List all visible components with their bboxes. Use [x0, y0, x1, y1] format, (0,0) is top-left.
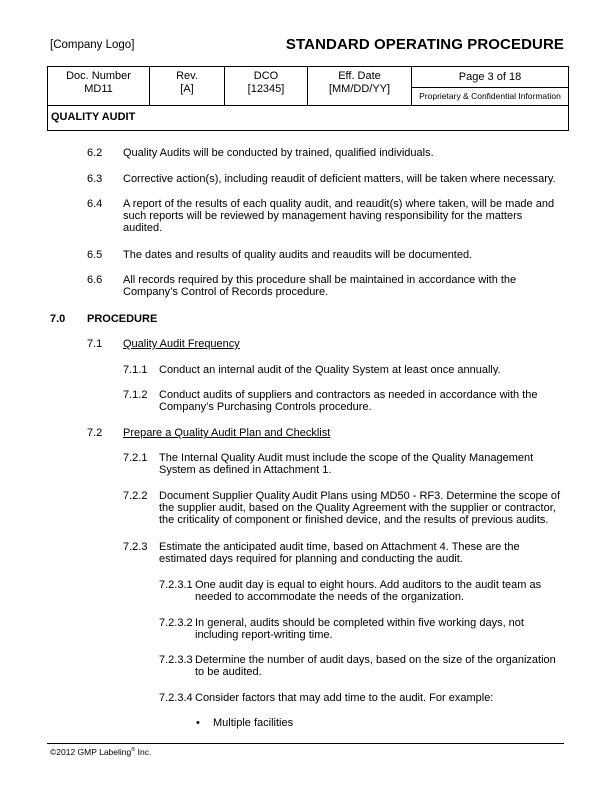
item-text-line: In general, audits should be completed within five working days, not [195, 617, 524, 629]
company-logo: [Company Logo] [50, 39, 135, 51]
item-text-line: needed to accommodate the needs of the organization. [195, 591, 465, 603]
item-text: Corrective action(s), including reaudit of deficient matters, will be taken where necessary. [123, 173, 556, 185]
subsection-heading-text: Prepare a Quality Audit Plan and Checklist [123, 427, 331, 439]
document-header-table [47, 66, 569, 131]
doc-number-cell [48, 67, 150, 106]
effective-date-value: [MM/DD/YY] [328, 83, 391, 95]
document-title: STANDARD OPERATING PROCEDURE [285, 36, 564, 53]
item-number: 6.2 [87, 147, 103, 159]
item-number: 6.3 [87, 173, 103, 185]
doc-number-value: MD11 [84, 83, 113, 95]
footer-copyright [50, 747, 151, 757]
footer-suffix: Inc. [135, 747, 152, 757]
item-text-line: to be audited. [195, 666, 262, 678]
item-number: 7.2.1 [123, 452, 148, 464]
item-text: The dates and results of quality audits and reaudits will be documented. [123, 249, 473, 261]
item-text-line: System as defined in Attachment 1. [159, 464, 332, 476]
page-number: Page 3 of 18 [412, 67, 569, 88]
registered-mark: ® [131, 747, 136, 754]
item-text-line: including report-writing time. [195, 629, 333, 641]
item-text-line: Conduct audits of suppliers and contractors as needed in accordance with the [159, 389, 538, 401]
item-text-line: audited. [123, 222, 163, 234]
item-text-line: the supplier audit, based on the Quality Agreement with the supplier or contractor, [159, 502, 556, 514]
effective-date-label: Eff. Date [338, 70, 381, 82]
item-number: 7.1.1 [123, 364, 148, 376]
item-text-line: Determine the number of audit days, based on the size of the organization [195, 654, 556, 666]
confidential-notice: Proprietary & Confidential Information [412, 88, 569, 106]
section-number: 7.0 [50, 313, 66, 325]
item-text-line: Company’s Purchasing Controls procedure. [159, 401, 372, 413]
item-number: 7.2.3.3 [159, 654, 193, 666]
item-text-line: estimated days required for planning and conducting the audit. [159, 553, 463, 565]
item-number: 6.4 [87, 198, 103, 210]
item-number: 6.5 [87, 249, 103, 261]
bullet-icon: • [196, 717, 200, 729]
item-text-line: Document Supplier Quality Audit Plans using MD50 - RF3. Determine the scope of [159, 490, 561, 502]
dco-value: [12345] [247, 83, 285, 95]
item-text: Consider factors that may add time to the audit. For example: [195, 692, 494, 704]
section-heading-text: PROCEDURE [87, 313, 158, 325]
item-text-line: Estimate the anticipated audit time, based on Attachment 4. These are the [159, 541, 520, 553]
item-text-line: All records required by this procedure shall be maintained in accordance with the [123, 274, 517, 286]
effective-date-cell [308, 67, 412, 106]
doc-number-label: Doc. Number [66, 70, 131, 82]
revision-value: [A] [180, 83, 194, 95]
section-title: QUALITY AUDIT [48, 106, 569, 131]
item-number: 6.6 [87, 274, 103, 286]
item-text-line: The Internal Quality Audit must include the scope of the Quality Management [159, 452, 534, 464]
dco-label: DCO [253, 70, 279, 82]
footer-divider [47, 743, 564, 744]
item-number: 7.2.3 [123, 541, 148, 553]
item-number: 7.2 [87, 427, 103, 439]
revision-label: Rev. [176, 70, 198, 82]
item-text-line: such reports will be reviewed by management having responsibility for the matters [123, 210, 523, 222]
item-number: 7.2.2 [123, 490, 148, 502]
item-text-line: the criticality of component or finished device, and the results of previous audits. [159, 514, 549, 526]
item-text-line: Company’s Control of Records procedure. [123, 286, 329, 298]
item-number: 7.1 [87, 338, 103, 350]
bullet-text: Multiple facilities [213, 717, 294, 729]
item-text-line: A report of the results of each quality audit, and reaudit(s) where taken, will be made and [123, 198, 555, 210]
item-number: 7.2.3.4 [159, 692, 193, 704]
item-number: 7.2.3.2 [159, 617, 193, 629]
item-text: Quality Audits will be conducted by trained, qualified individuals. [123, 147, 434, 159]
item-text-line: One audit day is equal to eight hours. Add auditors to the audit team as [195, 579, 542, 591]
dco-cell [225, 67, 308, 106]
item-number: 7.1.2 [123, 389, 148, 401]
revision-cell [150, 67, 225, 106]
item-number: 7.2.3.1 [159, 579, 193, 591]
item-text: Conduct an internal audit of the Quality System at least once annually. [159, 364, 501, 376]
subsection-heading-text: Quality Audit Frequency [123, 338, 240, 350]
footer-text: ©2012 GMP Labeling [50, 747, 132, 757]
